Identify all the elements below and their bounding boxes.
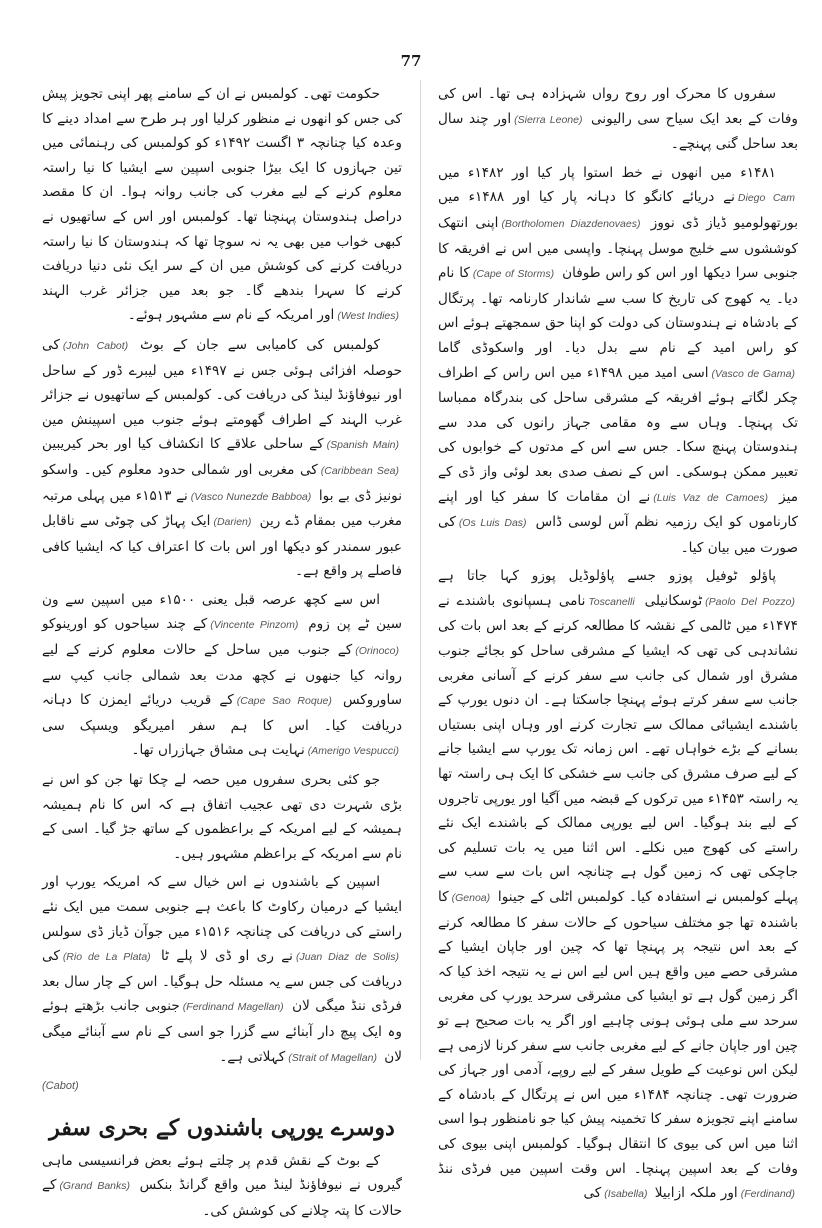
urdu-text: کا باشندہ تھا جو مختلف سیاحوں کے حالات سفر کا مطالعہ کرنے کے بعد اس نتیجہ پر پہنچا تھا کہ چین اور جاپان ایشیا کے مشرقی حصے میں واقع ہیں اس لیے اس نے یہ نتیجہ اخذ کیا کہ اگر زمین گول ہے تو ایشیا کی مشرقی سرحد یورپ کی مغربی سرحد سے ملی ہوئی ہونی چاہیے اور اگر یہ بات صحیح ہے تو چین اور جاپان جانے کے لیے مغربی جانب سے سفر کرنا لازمی ہے لیکن اس نوعیت کے طویل سفر کے لیے روپے، آدمی اور جہاز کی ضرورت تھی۔ چنانچہ ۱۴۸۴ء میں اس نے پرتگال کے بادشاہ کے سامنے اپنے تجویزہ سفر کا تخمینہ پیش کیا جو نامنظور ہوا اسی اثنا میں اس کی بیوی کا انتقال ہوگیا۔ کولمبس اپنی بیوی کی وفات کے بعد اسپین پہنچا۔ اس وقت اسپین میں فرڈی ننڈ: [438, 889, 799, 1177]
urdu-text: اپنی انتھک کوششوں سے خلیج موسل پہنچا۔ واپسی میں اس نے افریقہ کا جنوبی سرا دیکھا اور اس کو راس طوفان: [438, 214, 798, 282]
latin-gloss: (Genoa): [451, 892, 491, 904]
latin-gloss: (Paolo Del Pozzo): [705, 595, 795, 608]
paragraph: [42, 333, 402, 584]
page-number: 77: [400, 52, 422, 70]
latin-gloss: Toscanelli: [588, 595, 635, 608]
latin-gloss: (Juan Diaz de Solis): [295, 951, 399, 964]
latin-gloss: (Ferdinand): [740, 1188, 795, 1201]
urdu-text: اور ملکہ ازابیلا: [650, 1185, 738, 1202]
urdu-text: نے دریائے کانگو کا دہانہ پار کیا اور ۱۴۸۸ء میں بورتھولومیو ڈیاز ڈی نووز: [438, 189, 798, 231]
urdu-text: نامی ہسپانوی باشندے نے ۱۴۷۴ء میں ٹالمی کے نقشہ کا مطالعہ کرنے کے بعد اس بات کی نشاندہی کی تھی کہ ایشیا کے مشرقی ساحل کو بجائے جنوب مشرق اور شمال کی جانب سے سفر کرنے کے آسانی مغربی جانب سے سفر کرتے ہوئے پہنچا جاسکتا ہے۔ ان دنوں یورپ کے باشندے ایشیائی ممالک سے تجارت کرنے اور وہاں اپنی بستیاں بسانے کے بڑے خواہاں تھے۔ اس زمانہ تک یورپ سے ایشیا جانے کے لیے صرف مشرق کی جانب سے خشکی کا ایک ہی راستہ تھا یہ راستہ ۱۴۵۳ء میں ترکوں کے قبضہ میں آگیا اور یورپی تاجروں کے لیے بند ہوگیا۔ اس لیے یورپی ممالک کے باشندے ایک نئے راستے کی کھوج میں نکلے۔ اس اثنا میں یہ بات تسلیم کی جاچکی تھی کہ زمین گول ہے چنانچہ اس بات سے سب سے پہلے کولمبس نے استفادہ کیا۔ کولمبس اٹلی کے جینوا: [438, 592, 798, 905]
urdu-text: اسپین کے باشندوں نے اس خیال سے کہ امریکہ یورپ اور ایشیا کے درمیان رکاوٹ کا باعث ہے جنوبی سمت میں ایک نئے راستے کی دریافت کی چنانچہ ۱۵۱۶ء میں جوآن ڈیاز ڈی سولس: [42, 874, 402, 940]
paragraph: [438, 82, 798, 157]
latin-gloss: (Grand Banks): [59, 1180, 131, 1193]
urdu-text: کہلاتی ہے۔: [219, 1048, 286, 1065]
latin-gloss: (Vincente Pinzom): [210, 619, 299, 632]
paragraph: [42, 768, 402, 866]
urdu-text: نے ری او ڈی لا پلے ٹا: [153, 948, 293, 965]
left-column: [42, 82, 402, 1228]
urdu-text: کے قریب دریائے ایمزن کا دہانہ دریافت کیا۔ اس کا ہم سفر امیریگو ویسپک سی: [42, 692, 402, 734]
latin-gloss: (Rio de La Plata): [62, 951, 151, 964]
urdu-text: کی مغربی اور شمالی حدود معلوم کیں۔ واسکو نونیز ڈی بے بوا: [42, 461, 402, 504]
urdu-text: اس سے کچھ عرصہ قبل یعنی ۱۵۰۰ء میں اسپین سے ون سین ٹے پن زوم: [42, 591, 402, 633]
latin-gloss: (Vasco Nunezde Babboa): [190, 490, 312, 503]
urdu-text: کے بوٹ کے نقش قدم پر چلتے ہوئے بعض فرانسیسی ماہی گیروں نے نیوفاؤنڈ لینڈ میں واقع گرانڈ بنکس: [42, 1152, 402, 1194]
urdu-text: ۱۴۸۱ء میں انھوں نے خط استوا پار کیا اور ۱۴۸۲ء میں: [438, 164, 776, 181]
urdu-text: اور امریکہ کے نام سے مشہور ہوئے۔: [127, 307, 335, 324]
latin-gloss: (Caribbean Sea): [320, 464, 399, 477]
urdu-text: ایک پہاڑ کی چوٹی سے ناقابل عبور سمندر کو دیکھا اور اس بات کا اعتراف کیا کہ ایشیا کافی فاصلے پر واقع ہے۔: [42, 513, 402, 580]
urdu-text: اور چند سال بعد ساحل گنی پہنچے۔: [438, 110, 798, 153]
latin-gloss: (John Cabot): [62, 339, 129, 352]
paragraph: [438, 564, 798, 1206]
urdu-text: حکومت تھی۔ کولمبس نے ان کے سامنے پھر اپنی تجویز پیش کی جس کو انھوں نے منظور کرلیا اور ہر طرح سے امداد دینے کا وعدہ کیا چنانچہ ۳ اگست ۱۴۹۲ء کو کولمبس کی رہنمائی میں تین جہازوں کا ایک بیڑا جنوبی اسپین سے ایشیا کا نیا راستہ معلوم کرنے کے لیے مغرب کی جانب روانہ ہوا۔ ان کا مقصد دراصل ہندوستان پہنچنا تھا۔ کولمبس اور اس کے ساتھیوں نے کبھی خواب میں بھی یہ نہ سوچا تھا کہ ہندوستان کا نیا راستہ دریافت کرنے کی کوشش میں ان کے سر ایک نئی دنیا دریافت کرنے کا سہرا بندھے گا۔ جو بعد میں جزائر غرب الہند: [42, 86, 402, 299]
urdu-text: نہایت ہی مشاق جہازراں تھا۔: [131, 742, 305, 759]
urdu-text: کی صورت میں بیان کیا۔: [438, 514, 798, 556]
latin-gloss: (Isabella): [604, 1188, 648, 1201]
urdu-text: کی: [583, 1185, 602, 1202]
latin-gloss: (West Indies): [337, 310, 399, 323]
latin-gloss: (Cape Sao Roque): [236, 695, 332, 708]
urdu-text: نے ۱۵۱۳ء میں پہلی مرتبہ مغرب میں بمقام ڈے رین: [42, 487, 402, 530]
paragraph: [42, 82, 402, 329]
latin-gloss: (Orinoco): [355, 645, 399, 658]
heading-gloss: (Cabot): [42, 1080, 79, 1093]
latin-gloss: (Os Luis Das): [458, 517, 527, 530]
urdu-text: اسی امید میں ۱۴۹۸ء میں اس راس کے اطراف چکر لگاتے ہوئے افریقہ کے مشرقی ساحل کی بندرگاہ ممباسا تک پہنچا۔ وہاں سے وہ مقامی جہاز رانوں کی مدد سے ہندوستان پہنچ سکا۔ جس سے اس کے مدتوں کے خوابوں کی تعبیر ممکن ہوسکی۔ اس کے نصف صدی بعد لوئی واز ڈی کے میز: [438, 364, 798, 505]
urdu-text: نے ان مقامات کا سفر کیا اور اپنے کارناموں کو ایک رزمیہ نظم آس لوسی ڈاس: [438, 488, 798, 531]
section-heading: دوسرے یورپی باشندوں کے بحری سفر: [49, 1114, 395, 1141]
latin-gloss: (Strait of Magellan): [288, 1051, 377, 1064]
urdu-text: کے ساحلی علاقے کا انکشاف کیا اور بحر کیریبین: [42, 436, 324, 453]
paragraph: [42, 870, 402, 1070]
urdu-text: کولمبس کی کامیابی سے جان کے بوٹ: [131, 336, 381, 353]
latin-gloss: (Vasco de Gama): [711, 367, 795, 380]
latin-gloss: (Cape of Storms): [472, 268, 555, 281]
column-divider: [420, 80, 421, 1060]
urdu-text: پاؤلو ٹوفیل پوزو جسے پاؤلوڈیل پوزو کہا جاتا ہے: [438, 568, 776, 585]
right-column: [438, 82, 798, 1211]
urdu-text: کی حوصلہ افزائی ہوئی جس نے ۱۴۹۷ء میں لیبرے ڈور کے ساحل اور نیوفاؤنڈ لینڈ کی دریافت کی۔ کولمبس کے ساتھیوں نے جزائر غرب الہند کے اطراف گھومتے ہوئے جنوب میں اسپینش مین: [42, 336, 402, 428]
urdu-text: کے حالات کا پتہ چلانے کی کوشش کی۔: [42, 1177, 402, 1219]
paragraph: [438, 161, 798, 561]
latin-gloss: (Spanish Main): [326, 439, 399, 452]
urdu-text: کے جنوب میں ساحل کے حالات معلوم کرنے کے لیے روانہ کیا جنھوں نے کچھ مدت بعد شمالی جانب کیپ سے ساوروکس: [42, 642, 402, 709]
paragraph: [42, 1149, 402, 1224]
paragraph: [42, 588, 402, 764]
urdu-text: جنوبی جانب بڑھتے ہوئے وہ ایک پیچ دار آبنائے سے گزرا جو اسی کے نام سے آبنائے میگی لان: [42, 998, 402, 1065]
urdu-text: جو کئی بحری سفروں میں حصہ لے چکا تھا جن کو اس نے بڑی شہرت دی تھی عجیب اتفاق ہے کہ اس کا نام ہمیشہ ہمیشہ کے لیے امریکہ کے براعظموں کے ساتھ جڑ گیا۔ اسی کے نام سے امریکہ کے براعظم مشہور ہیں۔: [42, 772, 402, 862]
latin-gloss: (Amerigo Vespucci): [307, 745, 399, 758]
urdu-text: کی دریافت کی جس سے یہ مسئلہ حل ہوگیا۔ اس کے چار سال بعد فرڈی ننڈ میگی لان: [42, 948, 402, 1015]
urdu-text: کا نام دیا۔ یہ کھوج کی تاریخ کا سب سے شاندار کارنامہ تھا۔ پرتگال کے بادشاہ نے ہندوستان کی دولت کو اپنا حق سمجھتے ہوئے اس کو راس امید کے نام سے بدل دیا۔ اور واسکوڈی گاما: [438, 265, 798, 356]
urdu-text: کے چند سیاحوں کو اورینوکو: [42, 616, 208, 633]
latin-gloss: (Luis Vaz de Camoes): [653, 491, 769, 504]
urdu-text: ٹوسکانیلی: [637, 592, 703, 609]
latin-gloss: (Ferdinand Magellan): [182, 1001, 284, 1014]
latin-gloss: Diego Cam: [737, 192, 795, 205]
latin-gloss: (Sierra Leone): [514, 113, 583, 126]
urdu-text: سفروں کا محرک اور روح رواں شہزادہ ہی تھا۔ اس کی وفات کے بعد ایک سیاح سی رالیونی: [438, 86, 798, 127]
latin-gloss: (Darien): [213, 516, 252, 529]
latin-gloss: (Bortholomen Diazdenovaes): [501, 217, 641, 230]
